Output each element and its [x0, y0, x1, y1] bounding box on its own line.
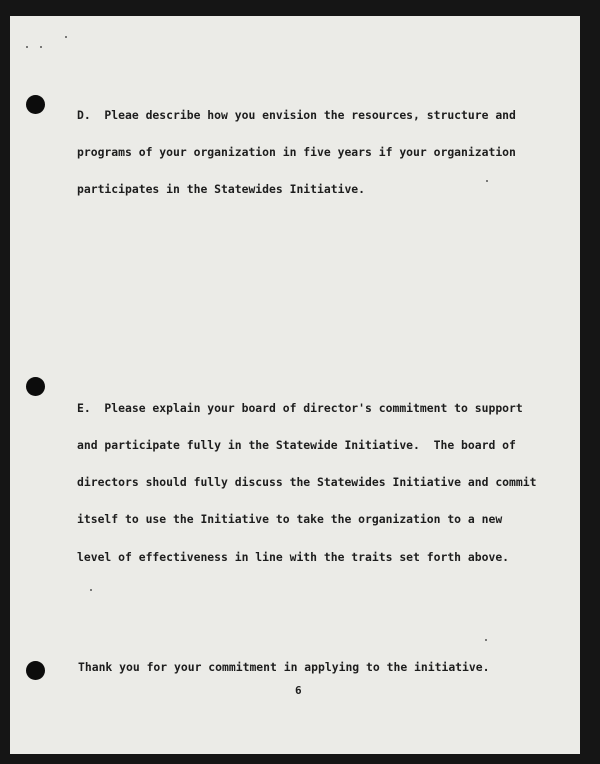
- section-e-line: and participate fully in the Statewide Initiative. The board of: [77, 438, 516, 453]
- binder-hole-middle: [26, 377, 45, 396]
- page-number: 6: [295, 684, 302, 697]
- section-d-line: participates in the Statewides Initiative.: [77, 182, 366, 197]
- section-e: [77, 377, 536, 588]
- speck: [90, 589, 92, 591]
- section-e-line: itself to use the Initiative to take the organization to a new: [77, 512, 503, 527]
- speck: [485, 639, 487, 641]
- binder-hole-top: [26, 95, 45, 114]
- section-d: [77, 84, 516, 220]
- binder-hole-bottom: [26, 661, 45, 680]
- speck: [65, 36, 67, 38]
- section-e-line: directors should fully discuss the Statewides Initiative and commit: [77, 475, 537, 490]
- speck: [40, 46, 42, 48]
- section-d-line: D. Pleae describe how you envision the resources, structure and: [77, 107, 516, 122]
- document-page: [10, 16, 580, 754]
- closing-text: Thank you for your commitment in applying to the initiative.: [78, 660, 490, 674]
- section-d-line: programs of your organization in five years if your organization: [77, 145, 516, 160]
- section-e-line: level of effectiveness in line with the traits set forth above.: [77, 549, 510, 564]
- section-e-line: E. Please explain your board of director's commitment to support: [77, 400, 523, 415]
- speck: [26, 46, 28, 48]
